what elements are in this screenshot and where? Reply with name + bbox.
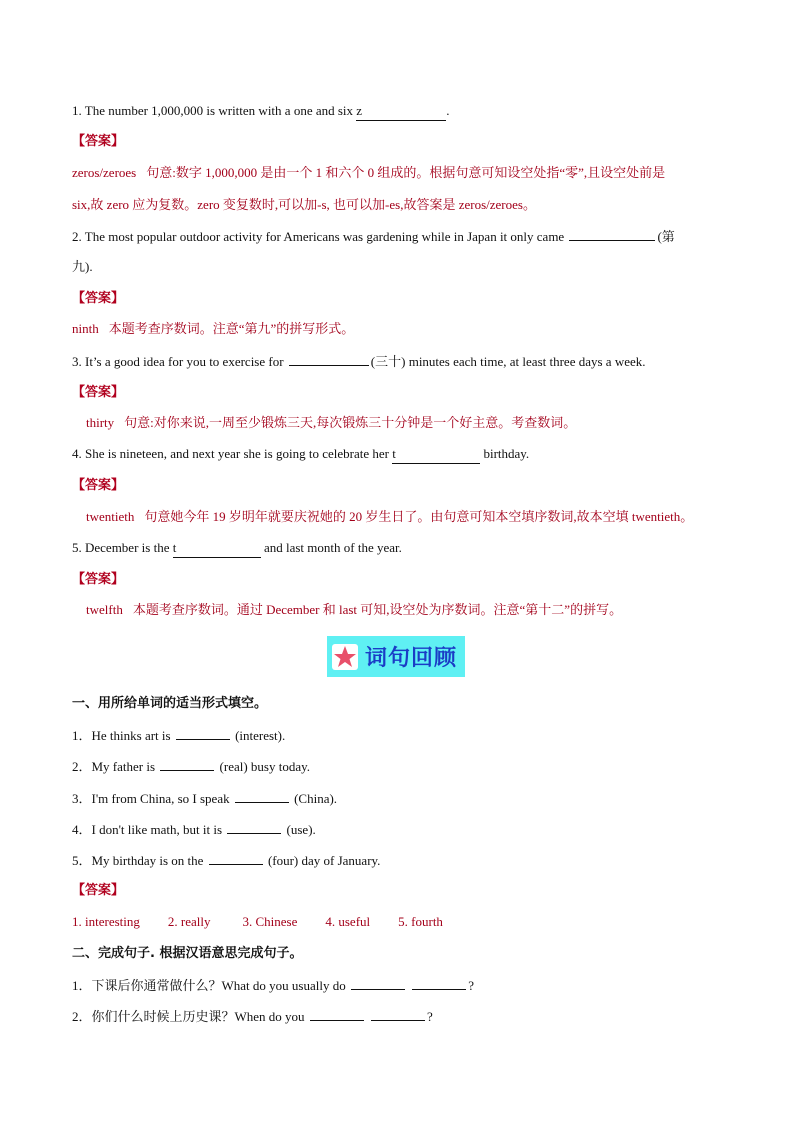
answer-3: thirty 句意:对你来说,一周至少锻炼三天,每次锻炼三十分钟是一个好主意。考查数词。 [86,415,577,430]
question-3: 3. It’s a good idea for you to exercise for (三十) minutes each time, at least three days a week. [72,354,646,369]
s1-item-1: 1．He thinks art is (interest). [72,728,286,743]
blank-5: t [173,539,261,558]
s1-item-4: 4．I don't like math, but it is (use). [72,822,316,837]
section-2-title: 二、完成句子. 根据汉语意思完成句子。 [72,946,303,961]
answer-label: 【答案】 [72,477,125,492]
section-1-answers: 1. interesting 2. really 3. Chinese 4. useful 5. fourth [72,914,443,929]
answer-label: 【答案】 [72,133,125,148]
answer-2: ninth 本题考查序数词。注意“第九”的拼写形式。 [72,321,355,336]
blank-3 [289,352,369,366]
s2-item-2: 2．你们什么时候上历史课？When do you ? [72,1009,433,1024]
s1-item-3: 3．I'm from China, so I speak (China). [72,791,338,806]
question-4: 4. She is nineteen, and next year she is going to celebrate her t birthday. [72,445,734,464]
answer-label: 【答案】 [72,384,125,399]
question-5: 5. December is the t and last month of the year. [72,539,734,558]
answer-4: twentieth 句意她今年 19 岁明年就要庆祝她的 20 岁生日了。由句意可知本空填序数词,故本空填 twentieth。 [86,509,694,524]
question-2: 2. The most popular outdoor activity for Americans was gardening while in Japan it only came (第 [72,229,675,244]
answer-label: 【答案】 [72,571,125,586]
answer-label: 【答案】 [72,882,125,897]
s1-item-2: 2．My father is (real) busy today. [72,759,311,774]
blank-1: z [356,102,446,121]
blank-2 [569,227,655,241]
banner-title: 词句回顾 [365,646,458,671]
question-1: 1. The number 1,000,000 is written with a one and six z . [72,102,734,121]
section-1-title: 一、用所给单词的适当形式填空。 [72,696,268,711]
blank-4: t [392,445,480,464]
s2-item-1: 1．下课后你通常做什么？What do you usually do ? [72,978,474,993]
question-2-cont: 九). [72,259,93,274]
s1-item-5: 5．My birthday is on the (four) day of January. [72,853,381,868]
section-banner [327,636,465,677]
answer-label: 【答案】 [72,290,125,305]
star-icon [331,643,359,671]
answer-1-line2: six,故 zero 应为复数。zero 变复数时,可以加-s, 也可以加-es,故答案是 zeros/zeroes。 [72,197,536,212]
answer-1-line1: zeros/zeroes 句意:数字 1,000,000 是由一个 1 和六个 0 组成的。根据句意可知设空处指“零”,且设空处前是 [72,165,666,180]
answer-5: twelfth 本题考查序数词。通过 December 和 last 可知,设空处为序数词。注意“第十二”的拼写。 [86,602,623,617]
